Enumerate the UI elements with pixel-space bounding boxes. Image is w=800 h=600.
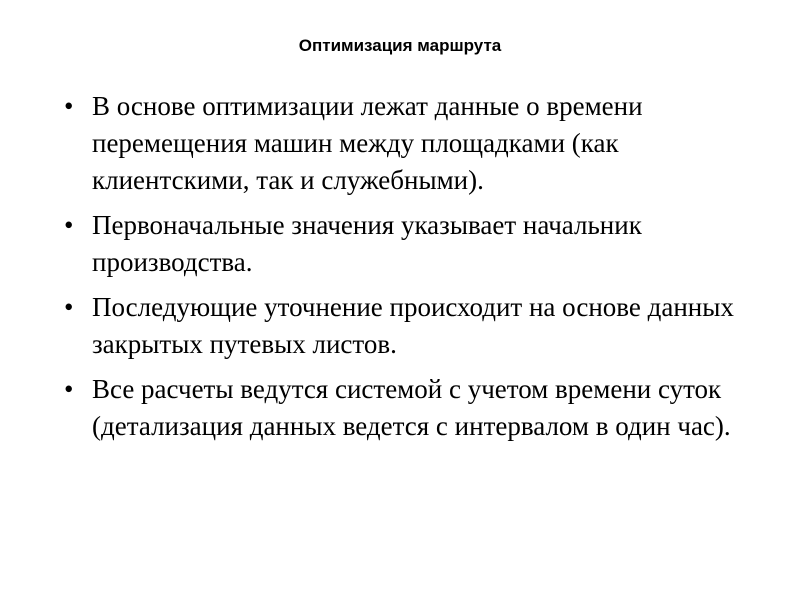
bullet-item	[62, 207, 762, 281]
bullet-item	[62, 371, 762, 445]
bullet-text: Все расчеты ведутся системой с учетом времени суток (детализация данных ведется с интервалом в один час).	[92, 374, 731, 441]
bullet-icon: •	[64, 91, 74, 121]
bullet-icon: •	[64, 374, 74, 404]
bullet-icon: •	[64, 292, 74, 322]
bullet-list	[62, 88, 762, 453]
bullet-text: Последующие уточнение происходит на основе данных закрытых путевых листов.	[92, 292, 734, 359]
bullet-text: Первоначальные значения указывает начальник производства.	[92, 210, 642, 277]
slide-title: Оптимизация маршрута	[298, 36, 502, 55]
bullet-icon: •	[64, 210, 74, 240]
bullet-item	[62, 289, 762, 363]
bullet-item	[62, 88, 762, 199]
bullet-text: В основе оптимизации лежат данные о времени перемещения машин между площадками (как клиентскими, так и служебными).	[92, 91, 643, 195]
